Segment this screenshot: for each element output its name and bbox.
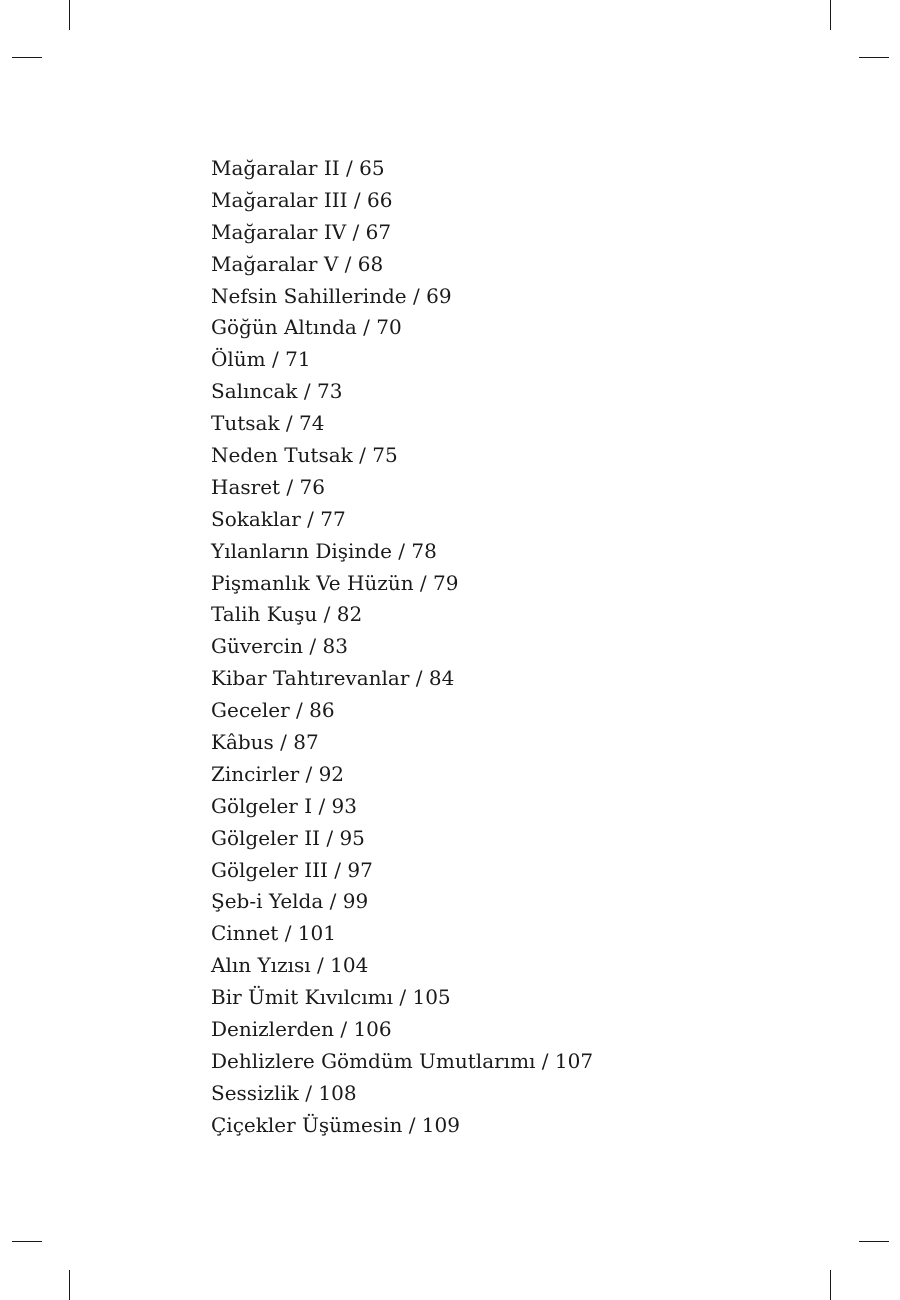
toc-entry: Salıncak / 73 [211,379,343,404]
toc-entry: Bir Ümit Kıvılcımı / 105 [211,985,451,1010]
crop-mark-top-left-horizontal [12,57,42,58]
crop-mark-bottom-right-horizontal [859,1241,889,1242]
toc-entry: Gölgeler II / 95 [211,825,365,850]
toc-entry: Kâbus / 87 [211,730,319,755]
crop-mark-top-right-horizontal [859,57,889,58]
toc-entry: Sokaklar / 77 [211,506,346,531]
toc-entry: Nefsin Sahillerinde / 69 [211,283,452,308]
toc-entry: Zincirler / 92 [211,761,345,786]
toc-entry: Geceler / 86 [211,698,335,723]
toc-entry: Şeb-i Yelda / 99 [211,889,369,914]
crop-mark-bottom-right-vertical [830,1270,831,1300]
crop-mark-top-right-vertical [830,0,831,30]
toc-entry: Talih Kuşu / 82 [211,602,363,627]
table-of-contents [211,153,593,1142]
toc-entry: Gölgeler I / 93 [211,793,358,818]
crop-mark-bottom-left-horizontal [12,1241,42,1242]
toc-entry: Ölüm / 71 [211,347,311,372]
toc-entry: Güvercin / 83 [211,634,348,659]
toc-entry: Mağaralar IV / 67 [211,219,392,244]
toc-entry: Mağaralar II / 65 [211,156,385,180]
toc-entry: Çiçekler Üşümesin / 109 [211,1112,460,1137]
toc-entry: Sessizlik / 108 [211,1080,357,1105]
toc-entry: Mağaralar III / 66 [211,187,393,212]
crop-mark-top-left-vertical [69,0,70,30]
toc-entry: Alın Yızısı / 104 [211,953,369,978]
toc-entry: Gölgeler III / 97 [211,857,373,882]
toc-entry: Yılanların Dişinde / 78 [211,538,437,563]
toc-entry: Kibar Tahtırevanlar / 84 [211,666,455,691]
toc-entry: Hasret / 76 [211,474,325,499]
toc-entry: Dehlizlere Gömdüm Umutlarımı / 107 [211,1048,594,1073]
toc-entry: Denizlerden / 106 [211,1017,392,1042]
toc-entry: Pişmanlık Ve Hüzün / 79 [211,570,459,595]
toc-entry: Cinnet / 101 [211,921,336,946]
toc-entry: Göğün Altında / 70 [211,315,402,340]
toc-entry: Neden Tutsak / 75 [211,443,398,468]
toc-entry: Mağaralar V / 68 [211,251,384,276]
toc-entry: Tutsak / 74 [211,411,325,436]
crop-mark-bottom-left-vertical [69,1270,70,1300]
